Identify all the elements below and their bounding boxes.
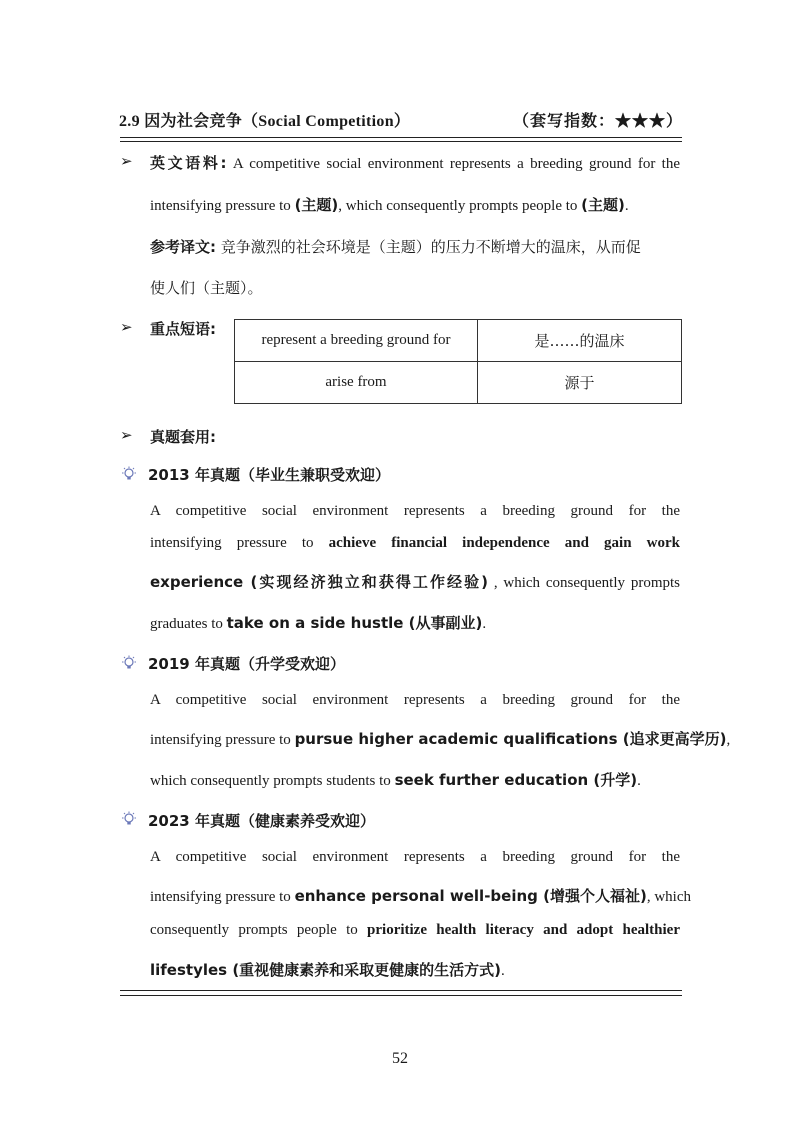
example-text: , [726,732,731,748]
corpus-text-2e: . [624,198,629,214]
difficulty-rating: （套写指数：★★★） [512,113,683,130]
footer-divider-top [120,990,682,991]
table-row [235,320,682,362]
corpus-label: 英文语料: [150,154,227,172]
example-heading-2013: 2013 年真题（毕业生兼职受欢迎） [148,466,390,484]
translation-line-2: 使人们（主题）。 [150,279,263,297]
example-text: graduates to [150,616,227,632]
translation-text-1: 竞争激烈的社会环境是（主题）的压力不断增大的温床，从而促 [220,238,641,256]
example-highlight: take on a side hustle (从事副业) [226,614,483,632]
phrase-cn: 源于 [478,362,682,404]
section-title: 2.9 因为社会竞争（Social Competition） [119,113,411,130]
example-highlight: experience (实现经济独立和获得工作经验) [150,573,489,591]
example-text: consequently prompts people to [150,922,368,938]
table-row [235,362,682,404]
phrases-label: 重点短语: [150,320,216,338]
corpus-text-2a: intensifying pressure to [150,198,295,214]
lightbulb-icon [121,466,137,482]
topic-placeholder: (主题) [581,196,625,214]
header-divider-top [120,137,682,138]
example-2013-line-3 [150,571,680,592]
example-text: , which [646,889,692,905]
example-highlight: seek further education (升学) [394,771,638,789]
phrase-en: arise from [235,362,478,404]
corpus-line-1 [150,152,680,173]
translation-label: 参考译文: [150,238,216,256]
example-highlight: lifestyles (重视健康素养和采取更健康的生活方式) [150,961,502,979]
phrase-en: represent a breeding ground for [235,320,478,362]
example-2013-line-4 [150,612,680,633]
arrow-bullet-icon: ➢ [120,320,133,336]
example-2019-line-3 [150,769,680,790]
example-2023-line-3 [150,922,680,939]
example-2019-line-2 [150,728,731,749]
example-highlight: achieve financial independence and gain work [328,535,681,551]
lightbulb-icon [121,655,137,671]
example-text: . [637,773,641,789]
example-2013-line-1: A competitive social environment represents a breeding ground for the [150,503,680,519]
translation-line-1 [150,236,680,257]
example-2019-line-1: A competitive social environment represents a breeding ground for the [150,692,680,708]
example-highlight: pursue higher academic qualifications (追求更高学历) [294,730,727,748]
footer-divider-bottom [120,995,682,996]
example-highlight: prioritize health literacy and adopt healthier [367,922,680,938]
example-2023-line-1: A competitive social environment represents a breeding ground for the [150,849,680,865]
example-highlight: enhance personal well-being (增强个人福祉) [294,887,647,905]
example-2023-line-4 [150,959,680,980]
topic-placeholder: (主题) [294,196,339,214]
arrow-bullet-icon: ➢ [120,154,133,170]
example-text: intensifying pressure to [150,732,295,748]
example-text: which consequently prompts students to [150,773,395,789]
corpus-line-2 [150,194,680,215]
lightbulb-icon [121,811,137,827]
example-text: . [482,616,487,632]
key-phrases-table [234,319,682,404]
corpus-text-1: A competitive social environment represents a breeding ground for the [232,156,681,172]
page-number: 52 [392,1050,408,1067]
example-text: . [501,963,505,979]
usage-label: 真题套用: [150,428,216,446]
example-2013-line-2 [150,535,680,552]
example-text: intensifying pressure to [150,535,329,551]
example-2023-line-2 [150,885,692,906]
arrow-bullet-icon: ➢ [120,428,133,444]
example-heading-2019: 2019 年真题（升学受欢迎） [148,655,345,673]
example-text: intensifying pressure to [150,889,295,905]
header-divider-bottom [120,141,682,142]
phrase-cn: 是……的温床 [478,320,682,362]
example-text: , which consequently prompts [493,575,680,591]
corpus-text-2c: , which consequently prompts people to [338,198,582,214]
example-heading-2023: 2023 年真题（健康素养受欢迎） [148,812,375,830]
